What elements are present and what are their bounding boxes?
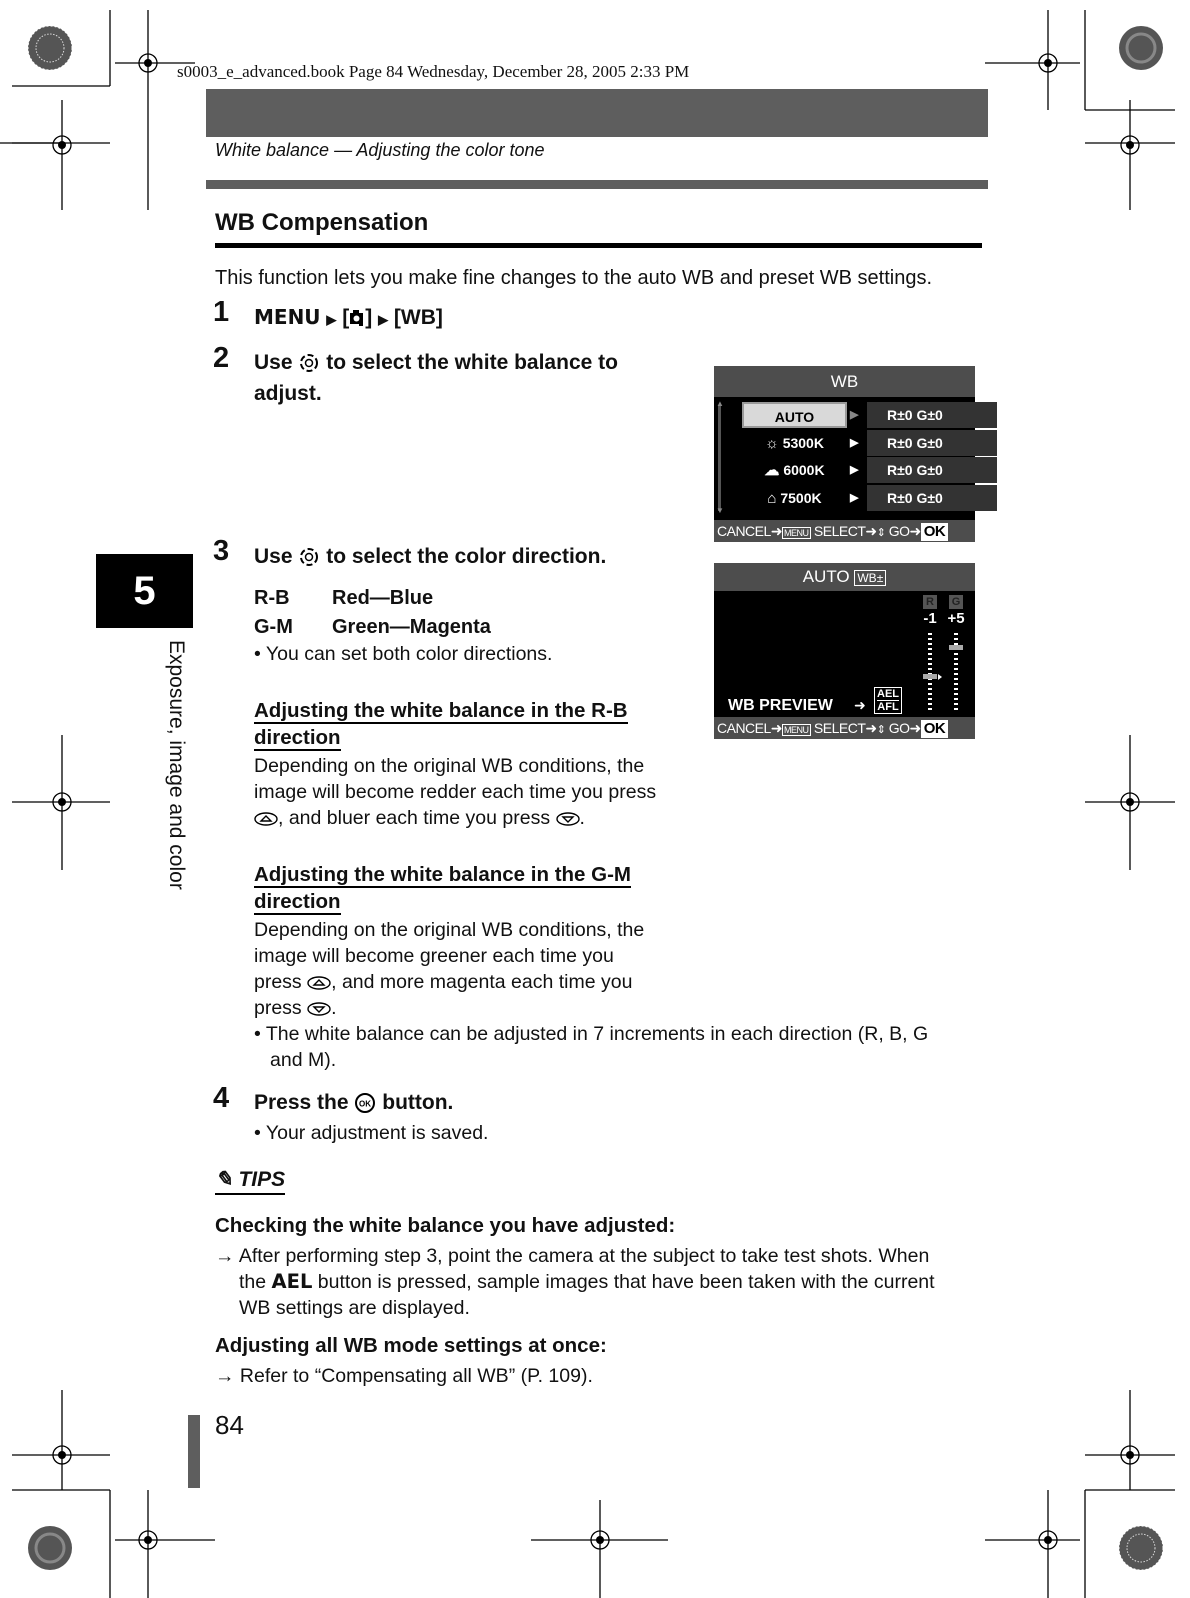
arrow-right-icon: ▶ [850, 437, 859, 449]
step-1-number: 1 [213, 296, 230, 328]
step-4-bullet: • Your adjustment is saved. [254, 1122, 489, 1144]
ok-button-icon: OK [921, 523, 949, 541]
afl-text: AFL [877, 701, 899, 713]
wb-screen-footer: CANCEL➜ MENU SELECT➜⇕ GO➜ OK [714, 520, 975, 542]
wb-row-value: R±0 G±0 [867, 430, 997, 456]
ok-button-icon: OK [921, 720, 949, 738]
chapter-label: Exposure, image and color [165, 640, 188, 890]
rb-line: image will become redder each time you press [254, 781, 657, 803]
gm-line: image will become greener each time you [254, 945, 614, 967]
tip-line: → After performing step 3, point the camera at the subject to take test shots. When [215, 1245, 930, 1267]
def-rb [254, 584, 491, 613]
tip-text: button is pressed, sample images that have been taken with the current [317, 1271, 935, 1293]
wb-compensation-badge: WB± [854, 570, 886, 586]
rb-title-2: direction [254, 726, 341, 749]
cloud-icon: ☁ [764, 462, 780, 479]
wb-row-5300k [742, 430, 952, 456]
running-head: s0003_e_advanced.book Page 84 Wednesday, December 28, 2005 2:33 PM [177, 62, 690, 81]
def-term: G-M [254, 616, 293, 638]
menu-button-icon: MENU [784, 725, 809, 735]
note-line-2: and M). [270, 1049, 337, 1071]
def-desc: Red—Blue [332, 587, 434, 609]
wb-row-6000k [742, 457, 952, 483]
arrow-right-icon: ▶ [850, 464, 859, 476]
select-label: SELECT [813, 523, 866, 539]
select-label: SELECT [813, 720, 866, 736]
section-subtitle: White balance — Adjusting the color tone [215, 140, 545, 160]
wb-menu-screen [714, 366, 975, 542]
header-band [206, 89, 988, 137]
arrow-right-icon: ▶ [850, 492, 859, 504]
wb-preview-label: WB PREVIEW [728, 697, 833, 714]
wb-row-value: R±0 G±0 [867, 402, 997, 428]
wb-row-name [742, 457, 847, 483]
direction-definitions [254, 584, 491, 642]
step-2-post: to select the white balance to [326, 351, 618, 374]
step-2-text [254, 347, 618, 409]
wb-row-7500k [742, 485, 952, 511]
tip-line: WB settings are displayed. [239, 1297, 470, 1319]
gm-body [254, 917, 644, 1021]
gm-line4a: press [254, 997, 302, 1019]
step-4-post: button. [382, 1091, 454, 1114]
arrow-right-icon: ▶ [850, 409, 859, 421]
gm-line4b: . [331, 997, 337, 1019]
chapter-tab: 5 [96, 554, 193, 628]
wb-screen-title: WB [714, 366, 975, 397]
triangle-right-icon: ▶ [326, 312, 337, 327]
menu-button-icon: MENU [784, 528, 809, 538]
header-rule [206, 180, 988, 189]
tip-1-body [215, 1243, 935, 1321]
up-button-icon [307, 976, 331, 990]
rb-line: Depending on the original WB conditions, the [254, 755, 645, 777]
tip-text: the [239, 1271, 267, 1293]
def-term: R-B [254, 587, 290, 609]
auto-screen-footer: CANCEL➜ MENU SELECT➜⇕ GO➜ OK [714, 717, 975, 739]
tips-label: TIPS [238, 1168, 286, 1191]
def-gm [254, 613, 491, 642]
page-marker [188, 1415, 200, 1488]
tip-1-heading: Checking the white balance you have adjusted: [215, 1214, 676, 1237]
heading-rule [215, 243, 982, 248]
tips-heading [215, 1167, 285, 1195]
rb-subheading [254, 697, 628, 751]
cancel-label: CANCEL [717, 720, 771, 736]
step-3-text [254, 541, 606, 572]
ael-text: AEL [877, 688, 899, 700]
wb-row-name [742, 430, 847, 456]
arrow-right-icon: ➜ [854, 697, 866, 713]
wb-row-name-text: 7500K [780, 490, 822, 506]
bracket-close: ] [365, 306, 373, 329]
tip-2-heading: Adjusting all WB mode settings at once: [215, 1334, 607, 1357]
rb-title-1: Adjusting the white balance in the R-B [254, 699, 628, 722]
go-label: GO [888, 523, 910, 539]
wb-row-auto [742, 402, 952, 428]
menu-label: MENU [254, 305, 321, 329]
gm-line [254, 969, 644, 995]
step-3-bullet: • You can set both color directions. [254, 643, 553, 665]
wb-row-value: R±0 G±0 [867, 485, 997, 511]
ael-afl-button-icon [874, 687, 902, 714]
auto-screen-title [714, 563, 975, 591]
def-desc: Green—Magenta [332, 616, 491, 638]
step-3-post: to select the color direction. [326, 545, 607, 568]
go-label: GO [888, 720, 910, 736]
scrollbar [718, 406, 721, 511]
step-2-line2: adjust. [254, 382, 322, 405]
auto-wb-screen [714, 563, 975, 739]
gm-subheading [254, 861, 631, 915]
gm-title-2: direction [254, 890, 341, 913]
gm-line3a: press [254, 971, 302, 993]
ael-button-label: AEL [271, 1270, 313, 1293]
step-1-text [254, 302, 443, 335]
rb-body [254, 753, 656, 831]
wb-row-name-text: 6000K [783, 462, 825, 478]
step-3-pre: Use [254, 545, 293, 568]
g-value: +5 [947, 610, 965, 627]
shade-icon: ⌂ [767, 490, 777, 507]
scroll-down-icon: ▼ [716, 506, 724, 515]
down-button-icon [556, 812, 580, 826]
sun-icon: ☼ [765, 435, 779, 452]
rb-line3b: . [579, 807, 585, 829]
wb-row-name [742, 485, 847, 511]
r-value: -1 [923, 610, 937, 627]
wb-label: [WB] [393, 306, 443, 329]
page-number: 84 [215, 1410, 244, 1440]
gm-line [254, 995, 644, 1021]
page-heading: WB Compensation [215, 209, 429, 236]
step-4-text [254, 1087, 453, 1118]
wb-row-value: R±0 G±0 [867, 457, 997, 483]
step-2-number: 2 [213, 342, 230, 374]
arrow-pad-icon [298, 352, 320, 374]
rb-line [254, 805, 656, 831]
r-channel-label: R [923, 595, 937, 609]
gm-line3b: , and more magenta each time you [331, 971, 633, 993]
camera-menu-icon [349, 309, 365, 327]
cancel-label: CANCEL [717, 523, 771, 539]
note-icon: ✎ [215, 1168, 233, 1191]
g-channel-label: G [949, 595, 963, 609]
up-button-icon [254, 812, 278, 826]
gm-line: Depending on the original WB conditions, the [254, 919, 645, 941]
tip-line [215, 1269, 935, 1295]
auto-title: AUTO [802, 567, 850, 586]
step-3-note [254, 1021, 928, 1073]
down-button-icon [307, 1002, 331, 1016]
tip-2-body: → Refer to “Compensating all WB” (P. 109). [215, 1365, 593, 1387]
rb-line3a: , and bluer each time you press [278, 807, 551, 829]
bracket-open: [ [342, 306, 350, 329]
step-4-number: 4 [213, 1082, 230, 1114]
note-line-1: • The white balance can be adjusted in 7 increments in each direction (R, B, G [254, 1023, 929, 1045]
wb-row-name-text: 5300K [782, 435, 824, 451]
step-3-number: 3 [213, 535, 230, 567]
wb-sliders [918, 631, 970, 713]
svg-text:OK: OK [359, 1099, 372, 1109]
ok-button-icon [354, 1092, 376, 1114]
wb-row-name: AUTO [742, 402, 847, 428]
gm-title-1: Adjusting the white balance in the G-M [254, 863, 631, 886]
triangle-right-icon: ▶ [378, 312, 389, 327]
step-2-pre: Use [254, 351, 293, 374]
updown-icon: ⇕ [876, 724, 886, 736]
step-4-pre: Press the [254, 1091, 349, 1114]
arrow-pad-icon [298, 546, 320, 568]
intro-text: This function lets you make fine changes to the auto WB and preset WB settings. [215, 267, 933, 289]
updown-icon: ⇕ [876, 527, 886, 539]
scroll-up-icon: ▲ [716, 399, 724, 408]
